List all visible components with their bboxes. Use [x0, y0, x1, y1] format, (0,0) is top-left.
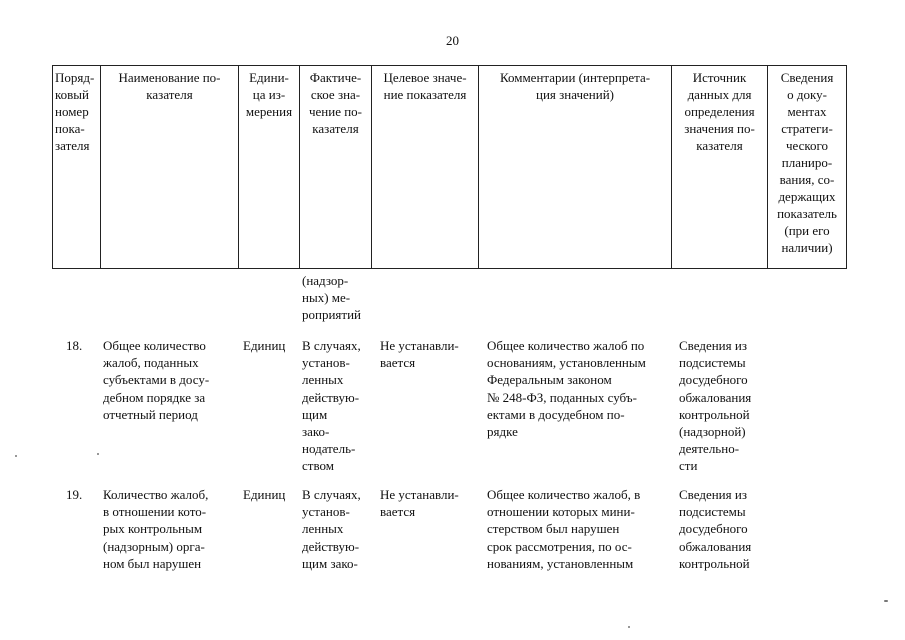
header-cell-comments: Комментарии (интерпрета- ция значений) — [479, 66, 672, 269]
data-source: Сведения из подсистемы досудебного обжалования контрольной (надзорной) деятельно- сти — [679, 338, 752, 474]
header-cell-target-value: Целевое значе- ние показателя — [372, 66, 479, 269]
header-row — [53, 66, 847, 269]
unit-value: Единиц — [243, 487, 286, 502]
row-number: 18. — [66, 338, 83, 353]
target-value: Не устанавли- вается — [380, 338, 459, 371]
header-cell-source: Источник данных для определения значения по- казателя — [672, 66, 768, 269]
continued-actual-value-text: (надзор- ных) ме- роприятий — [302, 273, 361, 323]
unit-value: Единиц — [243, 338, 286, 353]
header-cell-unit: Едини- ца из- мерения — [239, 66, 300, 269]
header-cell-strategic-docs: Сведения о доку- ментах стратеги- ческого планиро- вания, со- держащих показатель (при его наличии) — [768, 66, 847, 269]
actual-value: В случаях, установ- ленных действую- щим зако- нодатель- ством — [302, 338, 361, 474]
comment-text: Общее количество жалоб, в отношении которых мини- стерством был нарушен срок рассмотрения, по ос- нованиям, установленным — [487, 487, 641, 571]
header-cell-actual-value: Фактиче- ское зна- чение по- казателя — [300, 66, 372, 269]
actual-value: В случаях, установ- ленных действую- щим зако- — [302, 487, 361, 571]
indicator-table-header — [52, 65, 847, 269]
scan-speck — [15, 455, 17, 457]
target-value: Не устанавли- вается — [380, 487, 459, 520]
scan-speck — [97, 453, 99, 455]
row-number: 19. — [66, 487, 83, 502]
scan-speck — [628, 626, 630, 628]
indicator-name: Количество жалоб, в отношении кото- рых контрольным (надзорным) орга- ном был нарушен — [103, 487, 209, 571]
comment-text: Общее количество жалоб по основаниям, установленным Федеральным законом № 248-ФЗ, поданных субъ- ектами в досудебном по- рядке — [487, 338, 646, 440]
page-number: 20 — [446, 33, 459, 48]
header-cell-number: Поряд- ковый номер пока- зателя — [53, 66, 101, 269]
indicator-name: Общее количество жалоб, поданных субъектами в досу- дебном порядке за отчетный период — [103, 338, 210, 422]
header-cell-name: Наименование по- казателя — [101, 66, 239, 269]
scan-speck — [884, 600, 888, 602]
data-source: Сведения из подсистемы досудебного обжалования контрольной — [679, 487, 752, 571]
